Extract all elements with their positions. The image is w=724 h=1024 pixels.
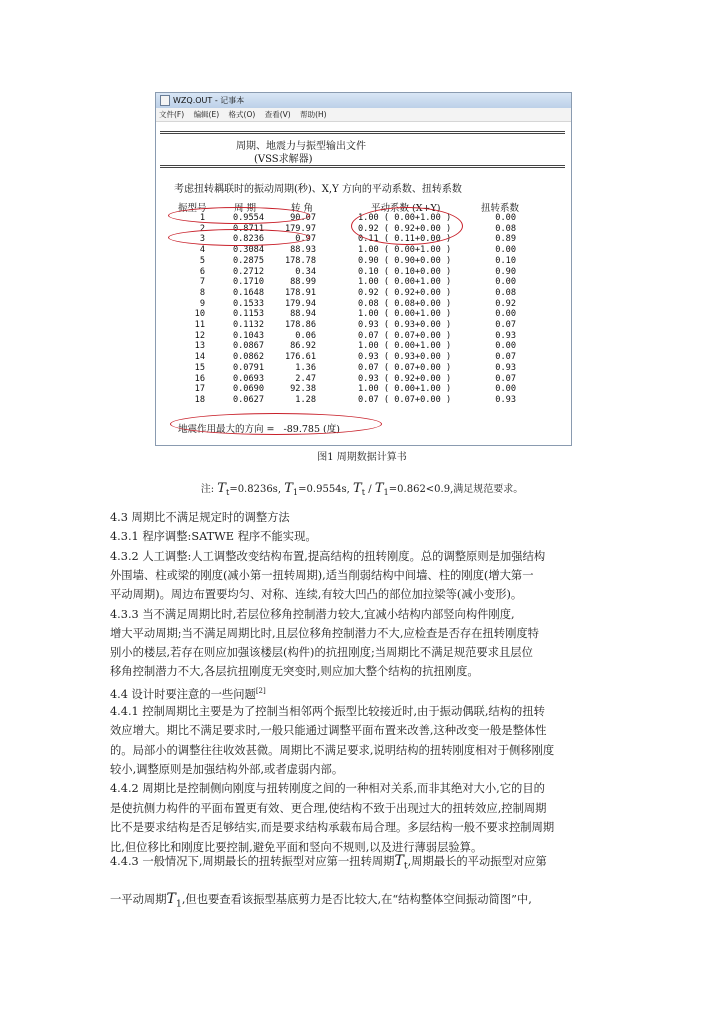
paragraph-line [110,779,615,799]
paragraph-line [110,890,615,914]
text-content[interactable] [156,122,571,445]
col-header-torsion: 扭转系数 [481,203,520,214]
paragraph-line [110,818,615,838]
text-segment: 4.3 周期比不满足规定时的调整方法 [110,511,290,524]
mode-number: 10 [194,309,205,320]
paragraph-line [110,760,615,780]
mode-number: 2 [199,223,205,234]
paragraph-line [110,741,615,761]
text-segment: ,周期最长的平动振型对应第 [407,855,547,868]
mode-number: 13 [194,341,205,352]
text-segment: 4.3.1 程序调整:SATWE 程序不能实现。 [110,530,317,543]
translation-coefficient: 0.92 ( 0.92+0.00 ) [358,223,452,234]
period-value: 0.0791 [232,362,264,373]
torsion-coefficient: 0.93 [495,330,516,341]
max-direction: 地震作用最大的方向 = -89.785 (度) [178,424,340,435]
subscript: 1 [292,487,299,497]
period-value: 0.0690 [232,384,264,395]
text-segment: 4.4.2 周期比是控制侧向刚度与扭转刚度之间的一种相对关系,而非其绝对大小,它的目的 [110,782,545,795]
mode-number: 3 [199,234,205,245]
subscript: t [361,487,366,497]
period-value: 0.1648 [232,287,264,298]
ratio-separator: / [365,484,375,495]
torsion-coefficient: 0.89 [495,234,516,245]
torsion-coefficient: 0.07 [495,373,516,384]
period-value: 0.1043 [232,330,264,341]
angle-value: 179.97 [284,223,316,234]
translation-coefficient: 1.00 ( 0.00+1.00 ) [358,341,452,352]
angle-value: 88.99 [290,277,316,288]
col-header-trans: 平动系数 (X+Y) [371,203,441,214]
torsion-coefficient: 0.93 [495,362,516,373]
mode-number: 6 [199,266,205,277]
translation-coefficient: 0.07 ( 0.07+0.00 ) [358,362,452,373]
table-caption: 考虑扭转耦联时的振动周期(秒)、X,Y 方向的平动系数、扭转系数 [174,184,462,195]
translation-coefficient: 0.93 ( 0.93+0.00 ) [358,320,452,330]
period-value: 0.3084 [232,245,264,256]
torsion-coefficient: 0.00 [495,384,516,395]
period-value: 0.0627 [232,394,264,405]
text-segment: 外围墙、柱或梁的刚度(减小第一扭转周期),适当削弱结构中间墙、柱的刚度(增大第一 [110,569,534,582]
highlight-ellipse [170,413,382,435]
window-title-bar [156,93,571,108]
mode-number: 14 [194,352,205,363]
period-value: 0.0862 [232,352,264,363]
translation-coefficient: 0.92 ( 0.92+0.00 ) [358,287,452,298]
period-value: 0.1153 [232,309,264,320]
menu-view[interactable]: 查看(V) [264,110,291,119]
torsion-coefficient: 0.07 [495,320,516,330]
text-segment: 别小的楼层,若存在则应加强该楼层(构件)的抗扭刚度;当周期比不满足规范要求且层位 [110,646,533,659]
translation-coefficient: 0.07 ( 0.07+0.00 ) [358,330,452,341]
mode-number: 1 [199,213,205,223]
period-value: 0.1710 [232,277,264,288]
angle-value: 1.28 [295,394,316,405]
output-header-title: 周期、地震力与振型输出文件 [236,141,366,152]
translation-coefficient: 1.00 ( 0.00+1.00 ) [358,245,452,256]
period-value: 0.9554 [232,213,264,223]
paragraph-line [110,566,615,586]
figure-caption: 图1 周期数据计算书 [317,452,407,463]
mode-number: 9 [199,298,205,309]
angle-value: 86.92 [290,341,316,352]
symbol-T: T [353,481,362,496]
mode-number: 18 [194,394,205,405]
text-segment: 平动周期)。周边布置要均匀、对称、连续,有较大凹凸的部位加拉梁等(减小变形)。 [110,588,523,601]
mode-number: 17 [194,384,205,395]
translation-coefficient: 0.93 ( 0.92+0.00 ) [358,373,452,384]
torsion-coefficient: 0.93 [495,394,516,405]
note-value: =0.8236s, [229,484,281,495]
mode-number: 5 [199,255,205,266]
translation-coefficient: 1.00 ( 0.00+1.00 ) [358,213,452,223]
torsion-coefficient: 0.00 [495,277,516,288]
mode-number: 4 [199,245,205,256]
torsion-coefficient: 0.00 [495,245,516,256]
mode-number: 16 [194,373,205,384]
angle-value: 178.86 [284,320,316,330]
torsion-coefficient: 0.90 [495,266,516,277]
paragraph-line [110,508,615,528]
torsion-coefficient: 0.00 [495,341,516,352]
paragraph-line [110,662,615,682]
angle-value: 2.47 [295,373,316,384]
text-segment: 的。局部小的调整往往收效甚微。周期比不满足要求,说明结构的扭转刚度相对于侧移刚度 [110,744,555,757]
translation-coefficient: 0.93 ( 0.93+0.00 ) [358,352,452,363]
angle-value: 0.97 [295,234,316,245]
angle-value: 1.36 [295,362,316,373]
translation-coefficient: 1.00 ( 0.00+1.00 ) [358,277,452,288]
torsion-coefficient: 0.07 [495,352,516,363]
symbol-T: T [394,853,404,869]
angle-value: 88.94 [290,309,316,320]
symbol-T: T [284,481,293,496]
text-segment: 比,但位移比和刚度比要控制,避免平面和竖向不规则,以及进行薄弱层验算。 [110,841,483,854]
symbol-T: T [374,481,384,496]
angle-value: 178.91 [284,287,316,298]
menu-help[interactable]: 帮助(H) [300,110,327,119]
paragraph-line [110,643,615,663]
text-segment: ,但也要查看该振型基底剪力是否比较大,在“结构整体空间振动简图”中, [181,893,532,906]
note-value: =0.9554s, [298,484,350,495]
torsion-coefficient: 0.08 [495,223,516,234]
symbol-T: T [217,481,226,496]
subscript: t [225,487,230,497]
angle-value: 176.61 [284,352,316,363]
period-value: 0.8711 [232,223,264,234]
divider [160,131,565,134]
translation-coefficient: 1.00 ( 0.00+1.00 ) [358,384,452,395]
col-header-angle: 转 角 [291,203,314,214]
period-value: 0.1533 [232,298,264,309]
torsion-coefficient: 0.10 [495,255,516,266]
period-value: 0.2875 [232,255,264,266]
menu-file[interactable]: 文件(F) [159,110,185,119]
translation-coefficient: 0.10 ( 0.10+0.00 ) [358,266,452,277]
text-segment: 比不是要求结构是否足够结实,而是要求结构承载布局合理。多层结构一般不要求控制周期 [110,821,555,834]
notepad-screenshot [155,92,572,446]
text-segment: 较小,调整原则是加强结构外部,或者虚弱内部。 [110,763,344,776]
torsion-coefficient: 0.92 [495,298,516,309]
mode-number: 7 [199,277,205,288]
torsion-coefficient: 0.00 [495,213,516,223]
paragraph-line [110,585,615,605]
highlight-ellipse [351,207,463,245]
mode-number: 11 [194,320,205,330]
paragraph-line [110,852,615,876]
period-value: 0.1132 [232,320,264,330]
menu-edit[interactable]: 编辑(E) [193,110,220,119]
mode-number: 12 [194,330,205,341]
translation-coefficient: 0.08 ( 0.08+0.00 ) [358,298,452,309]
text-segment: 增大平动周期;当不满足周期比时,且层位移角控制潜力不大,应检查是否存在扭转刚度特 [110,627,539,640]
figure-note [0,480,724,497]
window-title: WZQ.OUT - 记事本 [173,96,245,105]
subscript: 1 [175,898,182,910]
text-segment: 4.4 设计时要注意的一些问题 [110,687,256,701]
angle-value: 0.34 [295,266,316,277]
angle-value: 179.94 [284,298,316,309]
highlight-ellipse [168,229,310,246]
text-segment: 4.4.1 控制周期比主要是为了控制当相邻两个振型比较接近时,由于振动偶联,结构的扭转 [110,705,545,718]
mode-number: 15 [194,362,205,373]
paragraph-line [110,547,615,567]
output-header-sub: (VSS求解器) [254,154,313,165]
paragraph-line [110,624,615,644]
paragraph-line [110,799,615,819]
highlight-ellipse [168,207,310,224]
paragraph-line [110,682,615,704]
divider [160,165,565,168]
period-value: 0.0693 [232,373,264,384]
col-header-no: 振型号 [178,203,207,214]
subscript: 1 [383,487,389,497]
angle-value: 178.78 [284,255,316,266]
symbol-T: T [166,891,176,907]
text-segment: 4.4.3 一般情况下,周期最长的扭转振型对应第一扭转周期 [110,855,395,868]
torsion-coefficient: 0.00 [495,309,516,320]
text-segment: 移角控制潜力不大,各层抗扭刚度无突变时,则应加大整个结构的抗扭刚度。 [110,665,479,678]
period-value: 0.2712 [232,266,264,277]
torsion-coefficient: 0.08 [495,287,516,298]
angle-value: 0.06 [295,330,316,341]
translation-coefficient: 0.11 ( 0.11+0.00 ) [358,234,452,245]
text-segment: 效应增大。期比不满足要求时,一般只能通过调整平面布置来改善,这种改变一般是整体性 [110,724,547,737]
text-segment: 4.3.3 当不满足周期比时,若层位移角控制潜力较大,宜减小结构内部竖向构件刚度, [110,608,515,621]
translation-coefficient: 0.90 ( 0.90+0.00 ) [358,255,452,266]
note-value: =0.862<0.9,满足规范要求。 [388,484,524,495]
paragraph-line [110,527,615,547]
angle-value: 90.07 [290,213,316,223]
angle-value: 92.38 [290,384,316,395]
col-header-period: 周 期 [234,203,257,214]
paragraph-line [110,721,615,741]
translation-coefficient: 0.07 ( 0.07+0.00 ) [358,394,452,405]
translation-coefficient: 1.00 ( 0.00+1.00 ) [358,309,452,320]
period-value: 0.8236 [232,234,264,245]
reference-mark: [2] [255,687,266,695]
subscript: t [403,860,408,872]
notepad-icon [160,95,170,106]
mode-number: 8 [199,287,205,298]
menu-format[interactable]: 格式(O) [228,110,256,119]
menu-bar [156,108,571,122]
note-prefix: 注: [200,484,215,495]
text-segment: 是使抗侧力构件的平面布置更有效、更合理,使结构不致于出现过大的扭转效应,控制周期 [110,802,547,815]
paragraph-line [110,605,615,625]
angle-value: 88.93 [290,245,316,256]
text-segment: 4.3.2 人工调整:人工调整改变结构布置,提高结构的扭转刚度。总的调整原则是加强结构 [110,550,546,563]
paragraph-line [110,702,615,722]
text-segment: 一平动周期 [110,893,167,906]
period-value: 0.0867 [232,341,264,352]
